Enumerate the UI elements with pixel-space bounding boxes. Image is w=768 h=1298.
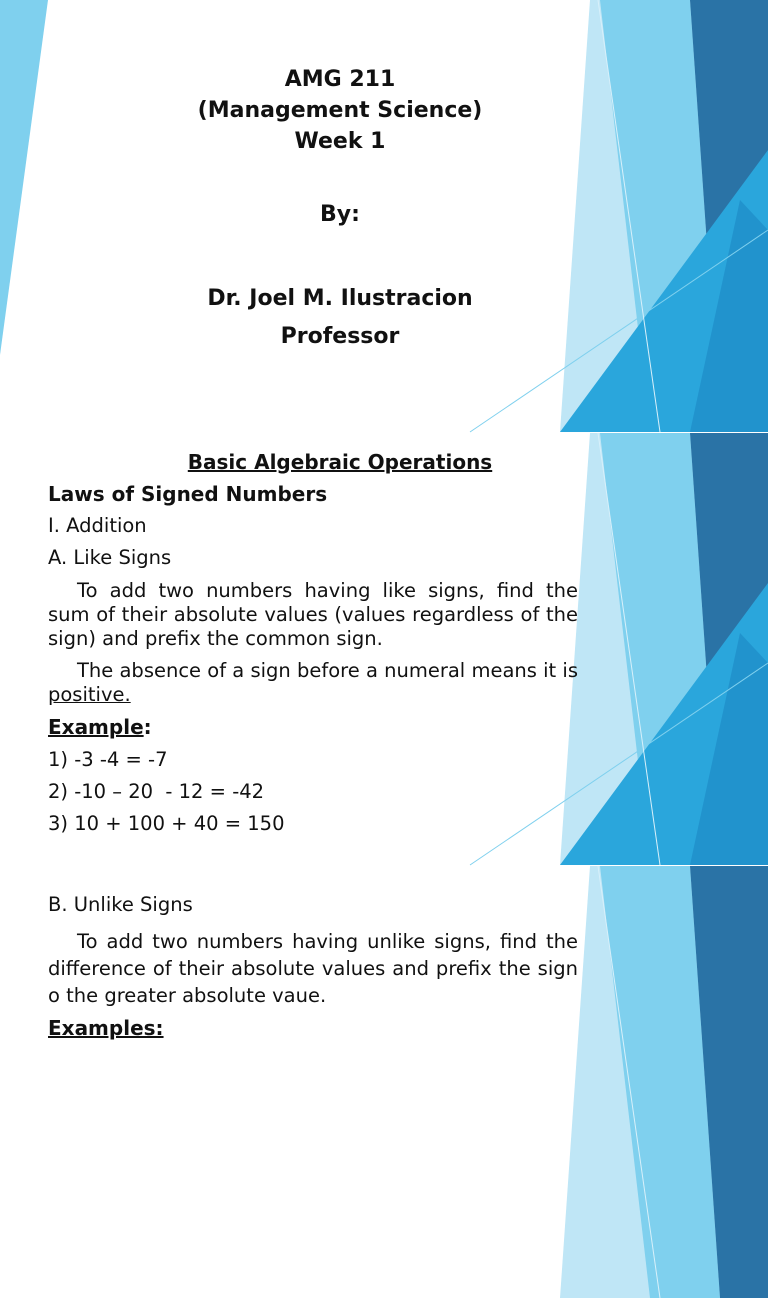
example-label: Example (48, 715, 144, 739)
course-week: Week 1 (294, 129, 386, 154)
author-name: Dr. Joel M. Ilustracion (207, 286, 473, 311)
example-heading (48, 715, 152, 739)
unlike-signs-paragraph: To add two numbers having unlike signs, find the difference of their absolute values and prefix the sign o the greater absolute vaue. (48, 930, 578, 1007)
example-item: 3) 10 + 100 + 40 = 150 (48, 812, 285, 835)
slide-unlike-signs (0, 866, 768, 1040)
slide-title (0, 0, 768, 432)
example-item: 2) -10 – 20 - 12 = -42 (48, 780, 265, 803)
author-title: Professor (280, 324, 400, 349)
course-title-block (130, 64, 550, 157)
slide-addition (0, 433, 768, 865)
laws-heading: Laws of Signed Numbers (48, 482, 328, 506)
paragraph-lead: The absence of a sign before a numeral means it is (77, 659, 578, 682)
course-code: AMG 211 (284, 67, 396, 92)
by-label: By: (320, 202, 360, 227)
section-label: I. Addition (48, 514, 147, 537)
example-heading-partial: Examples: (48, 1016, 164, 1040)
subsection-label: A. Like Signs (48, 546, 172, 569)
positive-word: positive. (48, 683, 131, 706)
positive-paragraph (48, 659, 578, 707)
slide-heading: Basic Algebraic Operations (187, 450, 493, 474)
left-accent-shape (0, 0, 48, 355)
subsection-label: B. Unlike Signs (48, 893, 193, 916)
author-block (130, 280, 550, 356)
example-item: 1) -3 -4 = -7 (48, 748, 168, 771)
like-signs-paragraph: To add two numbers having like signs, find the sum of their absolute values (values regardless of the sign) and prefix the common sign. (48, 579, 578, 650)
example-colon: : (143, 715, 152, 739)
course-subject: (Management Science) (197, 98, 483, 123)
